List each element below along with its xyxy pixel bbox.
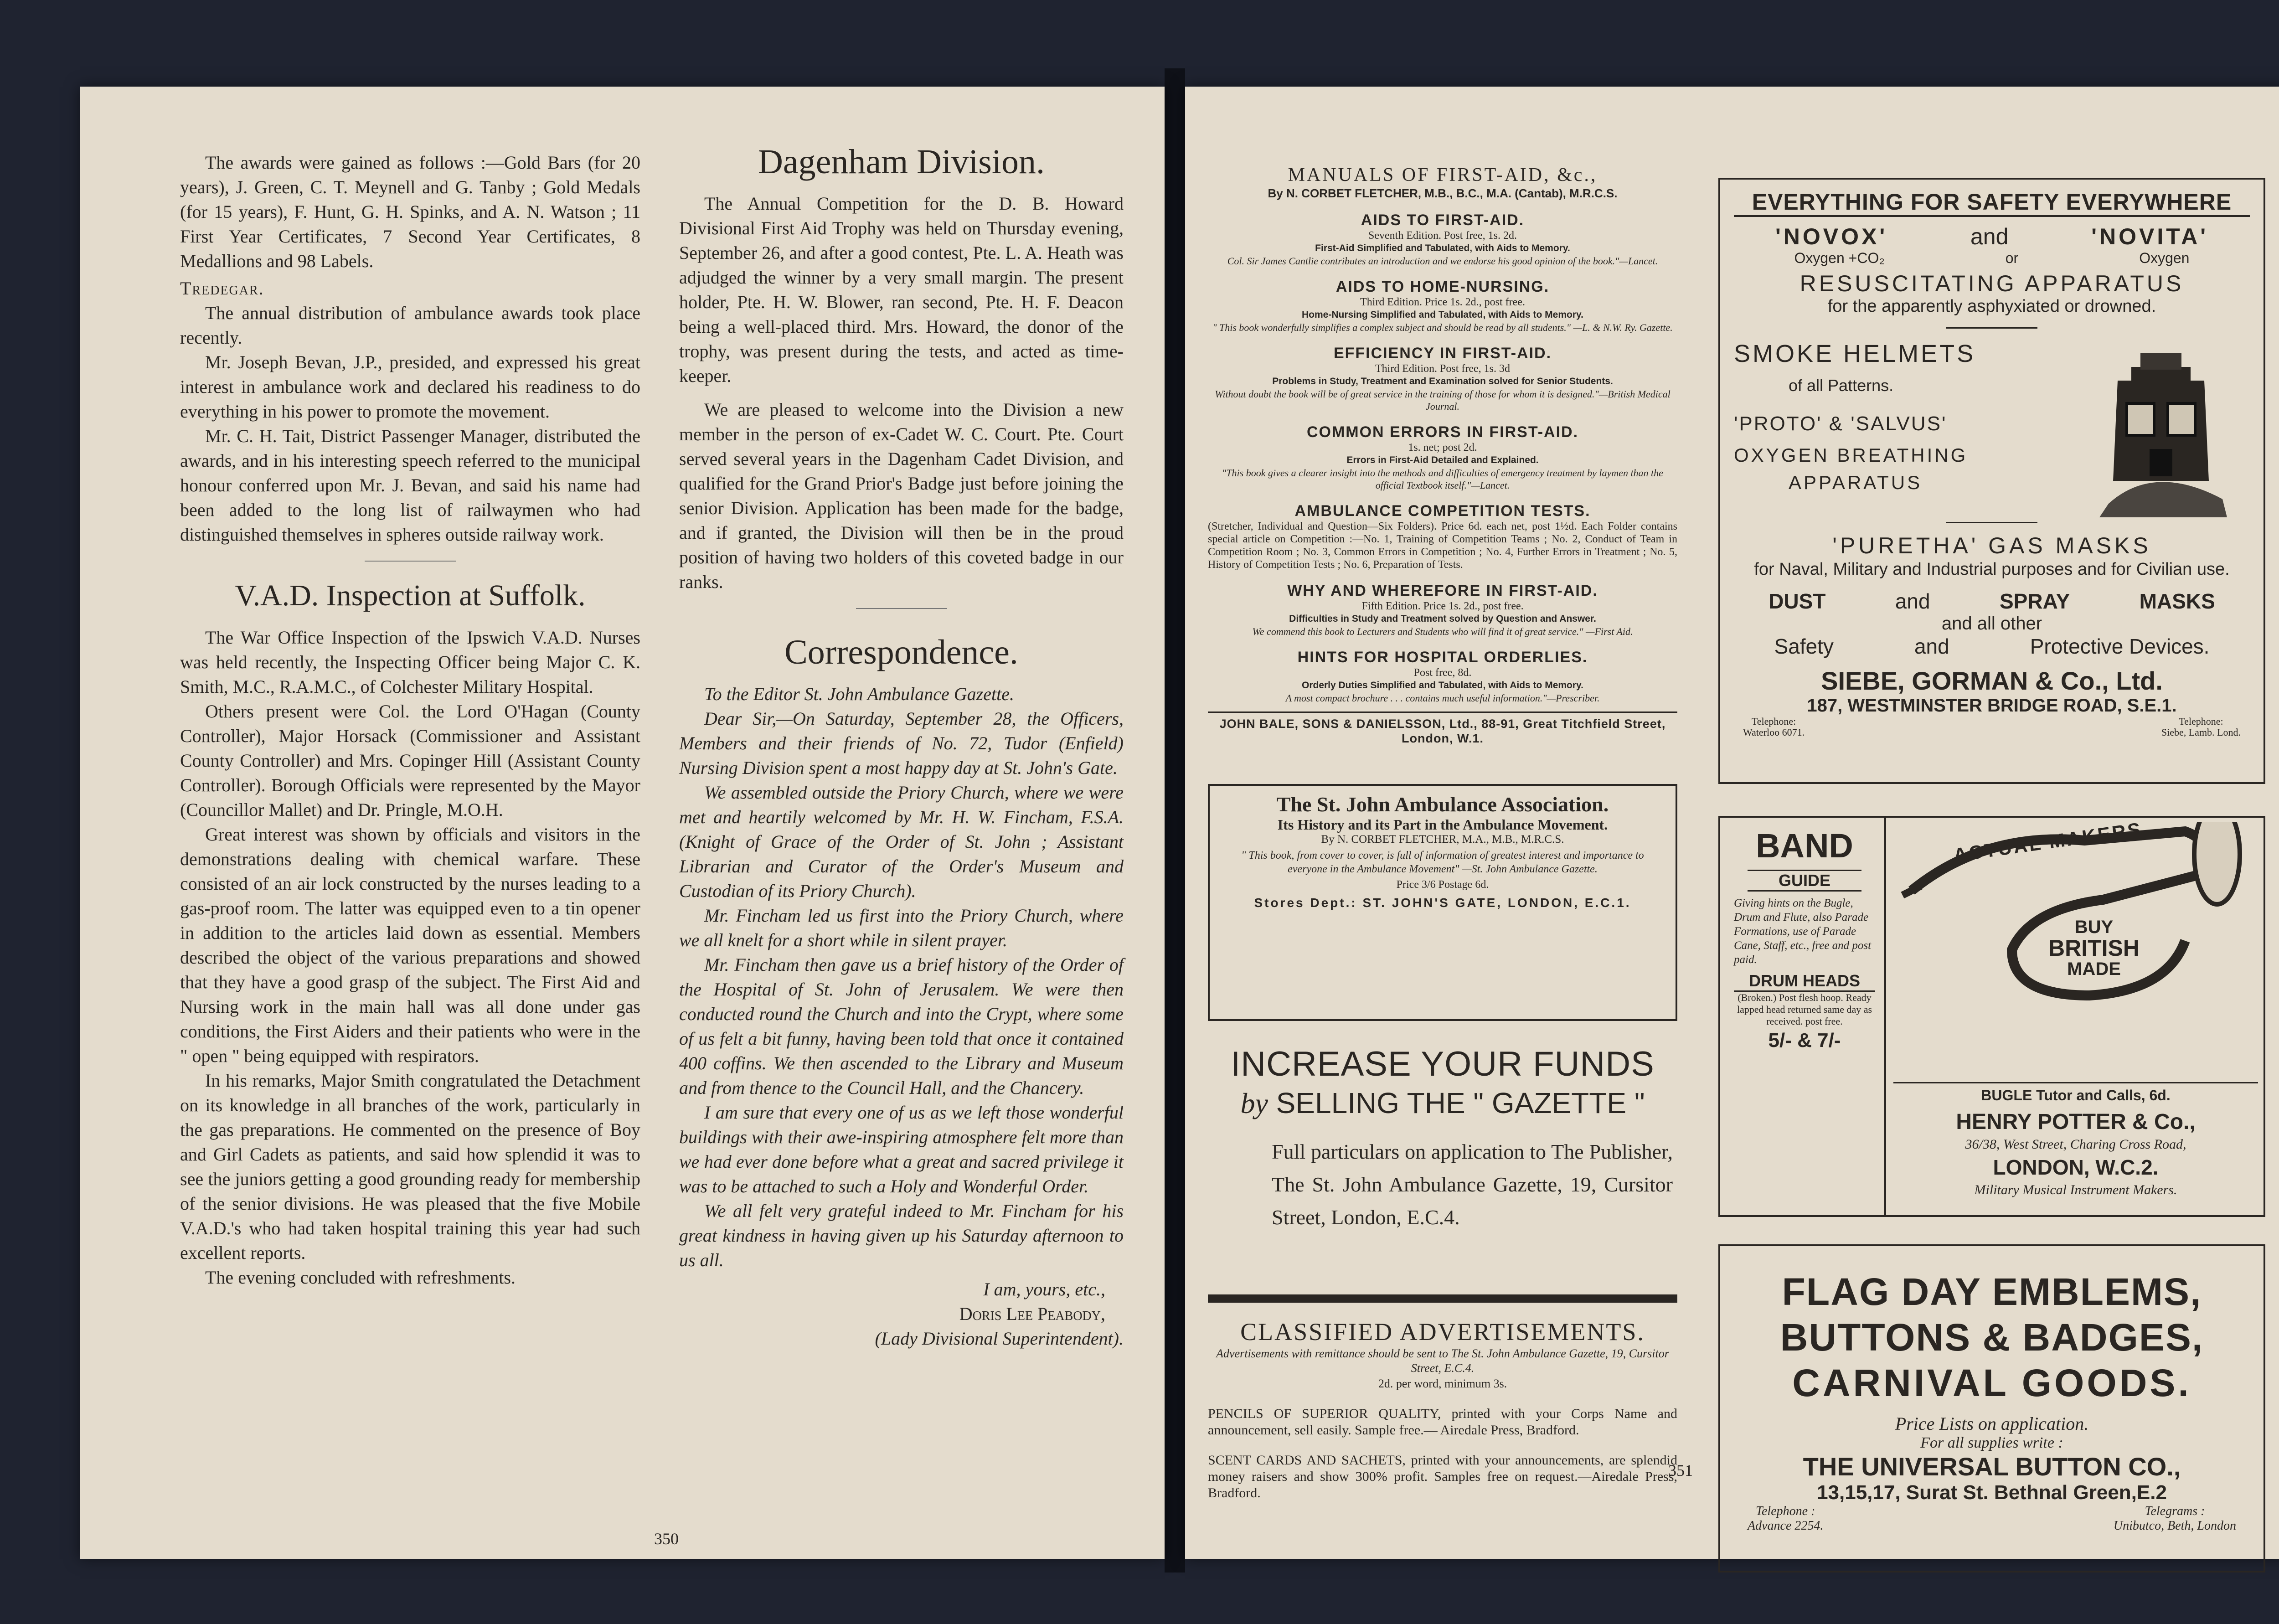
association-price: Price 3/6 Postage 6d. — [1396, 879, 1489, 891]
british-word: BRITISH — [2048, 935, 2140, 961]
made-word: MADE — [2067, 959, 2121, 979]
tel-value: Waterloo 6071. — [1743, 727, 1805, 738]
manual-quote: Without doubt the book will be of great service in the training of those for whom it is designed."—British Medical Journal. — [1215, 388, 1671, 412]
masks-word: MASKS — [2139, 589, 2215, 613]
helmet-block — [1734, 340, 2250, 522]
divider — [365, 561, 456, 562]
right-column — [679, 137, 1124, 1351]
manual-entry — [1208, 649, 1677, 704]
telephone-2 — [2161, 716, 2241, 738]
manual-edition: Third Edition. Post free, 1s. 3d — [1375, 363, 1510, 375]
tredegar-label: Tredegar. — [180, 278, 264, 299]
puretha-line: 'PURETHA' GAS MASKS — [1832, 533, 2151, 558]
bugle-tutor: BUGLE Tutor and Calls, 6d. — [1893, 1082, 2258, 1104]
manual-quote: " This book wonderfully simplifies a complex subject and should be read by all students." —L. & N.W. Ry. Gazette. — [1212, 322, 1673, 333]
manuals-author: By N. CORBET FLETCHER, M.B., B.C., M.A. (Cantab), M.R.C.S. — [1268, 186, 1618, 200]
telegrams — [2114, 1504, 2236, 1533]
spray-word: SPRAY — [2000, 589, 2070, 613]
band-title: BAND — [1756, 827, 1853, 865]
button-company: THE UNIVERSAL BUTTON CO., — [1803, 1452, 2181, 1481]
page-number: 351 — [1668, 1461, 1693, 1480]
all-other: and all other — [1941, 614, 2042, 634]
henry-potter-ad — [1718, 816, 2265, 1217]
manual-desc: Orderly Duties Simplified and Tabulated, with Aids to Memory. — [1301, 680, 1584, 691]
manual-title: AMBULANCE COMPETITION TESTS. — [1294, 502, 1591, 520]
manual-entry — [1208, 502, 1677, 571]
correspondence-heading: Correspondence. — [784, 633, 1018, 671]
letter-paragraph: Mr. Fincham then gave us a brief history of the Order of the Hospital of St. John of Jerusalem. We were then conducted round the Church and into the Crypt, where some of us felt a bit funny, having been told that once it contained 400 coffins. We then ascended to the Library and Museum and from thence to the Council Hall, and the Chancery. — [679, 954, 1124, 1098]
binding-gutter — [1165, 68, 1185, 1572]
gazette-sales-ad — [1208, 1044, 1677, 1234]
novox-sub: Oxygen +CO₂ — [1794, 250, 1885, 266]
manuals-publisher: JOHN BALE, SONS & DANIELSSON, Ltd., 88-91, Great Titchfield Street, London, W.1. — [1208, 711, 1677, 746]
classified-section — [1208, 1317, 1677, 1501]
manual-quote: Col. Sir James Cantlie contributes an introduction and we endorse his good opinion of the book."—Lancet. — [1227, 255, 1658, 267]
divider — [856, 608, 947, 609]
protective-devices: Protective Devices. — [2030, 634, 2210, 658]
siebe-telephones — [1734, 716, 2250, 738]
tredegar-paragraph: Mr. C. H. Tait, District Passenger Manager, distributed the awards, and in his interesting speech referred to the municipal honour conferred upon Mr. J. Bevan, and said his name had been added to the long list of railwaymen who had distinguished themselves in spheres outside railway work. — [180, 426, 640, 545]
tredegar-paragraph: The annual distribution of ambulance awards took place recently. — [180, 303, 640, 348]
left-page — [80, 87, 1165, 1559]
resuscitating-sub: for the apparently asphyxiated or drowned. — [1827, 297, 2156, 316]
potter-london: LONDON, W.C.2. — [1993, 1155, 2159, 1179]
divider — [1884, 818, 1886, 1215]
letter-paragraph: We all felt very grateful indeed to Mr. Fincham for his great kindness in having given up his Saturday afternoon to us all. — [679, 1201, 1124, 1270]
oxygen-breathing: OXYGEN BREATHING — [1734, 444, 1968, 466]
vad-paragraph: The evening concluded with refreshments. — [205, 1267, 516, 1288]
buy-british-badge — [2039, 918, 2149, 978]
letter-paragraph: Dear Sir,—On Saturday, September 28, the Officers, Members and their friends of No. 72, Tudor (Enfield) Nursing Division spent a most happy day at St. John's Gate. — [679, 708, 1124, 778]
tel-value: Advance 2254. — [1748, 1519, 1824, 1533]
siebe-address: 187, WESTMINSTER BRIDGE ROAD, S.E.1. — [1807, 696, 2177, 716]
heavy-rule — [1208, 1294, 1677, 1303]
dagenham-paragraph: The Annual Competition for the D. B. Howard Divisional First Aid Trophy was held on Thursday evening, September 26, and after a good contest, Pte. L. A. Heath was adjudged the winner by a very small margin. The present holder, Pte. H. W. Blower, ran second, Pte. H. F. Deacon being a well-placed third. Mrs. Howard, the donor of the trophy, was present during the tests, and acted as time-keeper. — [679, 193, 1124, 386]
page-number: 350 — [654, 1530, 679, 1548]
novita-sub: Oxygen — [2139, 250, 2190, 266]
manuals-title: MANUALS OF FIRST-AID, &c., — [1288, 165, 1598, 186]
manual-entry — [1208, 345, 1677, 412]
flag-line-1: FLAG DAY EMBLEMS, — [1782, 1270, 2202, 1313]
manual-entry — [1208, 211, 1677, 267]
manual-edition: Third Edition. Price 1s. 2d., post free. — [1360, 296, 1525, 308]
awards-paragraph: The awards were gained as follows :—Gold Bars (for 20 years), J. Green, C. T. Meynell and G. Tanby ; Gold Medals (for 15 years), F. Hunt, G. H. Spinks, and A. N. Watson ; 11 First Year Certificates, 7 Second Year Certificates, 8 Medallions and 98 Labels. — [180, 152, 640, 271]
selling-text: SELLING THE " GAZETTE " — [1276, 1087, 1645, 1119]
association-quote: " This book, from cover to cover, is full of information of greatest interest and importance to everyone in the Ambulance Movement" —St. John Ambulance Gazette. — [1241, 850, 1644, 875]
selling-line — [1208, 1085, 1677, 1122]
band-guide-column — [1734, 827, 1875, 1052]
association-ad — [1208, 784, 1677, 1021]
puretha-sub: for Naval, Military and Industrial purposes and for Civilian use. — [1754, 560, 2230, 579]
button-address: 13,15,17, Surat St. Bethnal Green,E.2 — [1817, 1481, 2167, 1504]
safety-word: Safety — [1774, 634, 1834, 658]
button-contacts — [1734, 1504, 2250, 1533]
vad-paragraph: The War Office Inspection of the Ipswich V.A.D. Nurses was held recently, the Inspecting Officer being Major C. K. Smith, M.C., R.A.M.C., of Colchester Military Hospital. — [180, 627, 640, 697]
dust-line — [1734, 589, 2250, 614]
manual-entry — [1208, 582, 1677, 638]
tel-value: Siebe, Lamb. Lond. — [2161, 727, 2241, 738]
manual-edition: Post free, 8d. — [1413, 667, 1472, 679]
manual-desc: Difficulties in Study and Treatment solved by Question and Answer. — [1289, 614, 1596, 624]
increase-body: Full particulars on application to The Publisher, The St. John Ambulance Gazette, 19, Cursitor Street, London, E.C.4. — [1272, 1140, 1673, 1229]
novox-line — [1734, 223, 2250, 250]
tg-value: Unibutco, Beth, London — [2113, 1519, 2236, 1533]
left-column — [180, 150, 640, 1290]
association-stores: Stores Dept.: ST. JOHN'S GATE, LONDON, E.C.1. — [1254, 896, 1631, 910]
potter-tagline: Military Musical Instrument Makers. — [1974, 1182, 2177, 1197]
supplies-line: For all supplies write : — [1920, 1434, 2063, 1451]
manual-edition: (Stretcher, Individual and Question—Six Folders). Price 6d. each net, post 1½d. Each Folder contains special article on Competition :—No. 1, Training of Competition Teams ; No. 2, Conduct of Team in Competition Room ; No. 3, Common Errors in Competition ; No. 4, Further Errors in Treatment ; No. 5, History of Competition Tests ; No. 6, Preparation of Tests. — [1208, 521, 1677, 571]
tel-label: Telephone: — [2179, 716, 2223, 727]
classified-rate: 2d. per word, minimum 3s. — [1378, 1377, 1507, 1390]
price-lists: Price Lists on application. — [1895, 1413, 2089, 1434]
safety-headline: EVERYTHING FOR SAFETY EVERYWHERE — [1734, 189, 2250, 217]
tg-label: Telegrams : — [2145, 1504, 2205, 1518]
smoke-helmets: SMOKE HELMETS — [1734, 340, 1976, 367]
apparatus-word: APPARATUS — [1789, 472, 1923, 493]
safety-line — [1734, 634, 2250, 659]
association-author: By N. CORBET FLETCHER, M.A., M.B., M.R.C.S. — [1321, 833, 1564, 846]
and-word: and — [1970, 224, 2009, 249]
manual-desc: Home-Nursing Simplified and Tabulated, with Aids to Memory. — [1302, 309, 1583, 320]
novox-label: 'NOVOX' — [1775, 224, 1888, 249]
manual-edition: Seventh Edition. Post free, 1s. 2d. — [1368, 230, 1517, 242]
manual-entry — [1208, 423, 1677, 491]
and-word: and — [1895, 589, 1930, 613]
manual-quote: A most compact brochure . . . contains much useful information."—Prescriber. — [1285, 692, 1600, 704]
manual-desc: Errors in First-Aid Detailed and Explained. — [1346, 455, 1539, 465]
classified-ad: PENCILS OF SUPERIOR QUALITY, printed with your Corps Name and announcement, sell easily. Sample free.— Airedale Press, Bradford. — [1208, 1406, 1677, 1438]
letter-closing: I am, yours, etc., — [983, 1279, 1105, 1299]
dagenham-paragraph: We are pleased to welcome into the Division a new member in the person of ex-Cadet W. C. Court. Pte. Court served several years in the Dagenham Cadet Division, and qualified for the Grand Prior's Badge just before joining the senior Division. Application has been made for the badge, and if granted, the Division will then be in the proud position of having two holders of this coveted badge in our ranks. — [679, 399, 1124, 592]
siebe-gorman-ad — [1718, 178, 2265, 784]
drum-price: 5/- & 7/- — [1768, 1029, 1841, 1052]
letter-paragraph: Mr. Fincham led us first into the Priory Church, where we all knelt for a short while in silent prayer. — [679, 905, 1124, 950]
letter-signature-title: (Lady Divisional Superintendent). — [875, 1328, 1124, 1349]
letter-signature: Doris Lee Peabody, — [959, 1304, 1105, 1324]
association-title: The St. John Ambulance Association. — [1276, 793, 1609, 816]
increase-headline: INCREASE YOUR FUNDS — [1231, 1045, 1655, 1083]
proto-salvus: 'PROTO' & 'SALVUS' — [1734, 412, 1947, 435]
tel-label: Telephone : — [1756, 1504, 1815, 1518]
and-word: and — [1914, 634, 1949, 658]
bugle-column — [1893, 818, 2258, 1210]
vad-paragraph: Others present were Col. the Lord O'Hagan (County Controller), Major Horsack (Commissioner and Assistant County Controller) and Mrs. Copinger Hill (Assistant County Controller). Borough Officials were represented by the Mayor (Councillor Mallet) and Dr. Pringle, M.O.H. — [180, 701, 640, 820]
manual-title: AIDS TO HOME-NURSING. — [1335, 278, 1550, 295]
actual-makers: ACTUAL MAKERS — [1952, 818, 2144, 866]
manual-title: EFFICIENCY IN FIRST-AID. — [1333, 345, 1552, 362]
manual-quote: "This book gives a clearer insight into the methods and difficulties of emergency treatment by laymen than the official Textbook itself."—Lancet. — [1222, 467, 1663, 491]
correspondence-address: To the Editor St. John Ambulance Gazette. — [704, 684, 1014, 704]
dust-word: DUST — [1769, 589, 1826, 613]
classified-heading: CLASSIFIED ADVERTISEMENTS. — [1240, 1318, 1645, 1346]
potter-company: HENRY POTTER & Co., — [1956, 1110, 2196, 1134]
divider — [1946, 522, 2037, 523]
smoke-helmet-icon — [2072, 349, 2236, 517]
flag-line-2: BUTTONS & BADGES, — [1780, 1316, 2204, 1359]
manual-title: WHY AND WHEREFORE IN FIRST-AID. — [1287, 582, 1598, 599]
guide-text: Giving hints on the Bugle, Drum and Flute, also Parade Formations, use of Parade Cane, Staff, etc., free and post paid. — [1734, 897, 1872, 966]
siebe-company: SIEBE, GORMAN & Co., Ltd. — [1821, 666, 2163, 695]
or-word: or — [2005, 250, 2019, 266]
right-page — [1185, 87, 2279, 1559]
by-word: by — [1240, 1087, 1268, 1119]
manual-edition: Fifth Edition. Price 1s. 2d., post free. — [1361, 600, 1524, 612]
drum-heads-title: DRUM HEADS — [1734, 971, 1875, 992]
potter-address: 36/38, West Street, Charing Cross Road, — [1965, 1137, 2186, 1152]
association-subtitle: Its History and its Part in the Ambulance Movement. — [1277, 816, 1608, 833]
vad-heading: V.A.D. Inspection at Suffolk. — [235, 579, 586, 612]
universal-button-ad — [1718, 1244, 2265, 1572]
guide-title: GUIDE — [1748, 870, 1861, 892]
telephone — [1748, 1504, 1823, 1533]
manual-desc: First-Aid Simplified and Tabulated, with Aids to Memory. — [1315, 243, 1570, 253]
manuals-ad — [1208, 164, 1677, 746]
buy-word: BUY — [2074, 917, 2114, 937]
novox-sub-line — [1734, 250, 2250, 267]
vad-paragraph: Great interest was shown by officials and visitors in the demonstrations dealing with chemical warfare. These consisted of an air lock constructed by the nurses leading to a gas-proof room. The latter was equipped even to a tin opener in addition to the articles laid down as essential. Members described the object of the various preparations and showed that they have a good grasp of the subject. The First Aid and Nursing work in the main hall was all done under gas conditions, the First Aiders and their patients who were in the " open " being equipped with respirators. — [180, 824, 640, 1066]
manual-entry — [1208, 278, 1677, 334]
manual-title: AIDS TO FIRST-AID. — [1361, 211, 1525, 229]
novita-label: 'NOVITA' — [2091, 224, 2209, 249]
flag-line-3: CARNIVAL GOODS. — [1792, 1361, 2191, 1404]
letter-paragraph: We assembled outside the Priory Church, where we were met and heartily welcomed by Mr. H. W. Fincham, F.S.A. (Knight of Grace of the Order of St. John ; Assistant Librarian and Curator of the Order's Museum and Custodian of its Priory Church). — [679, 782, 1124, 901]
dagenham-heading: Dagenham Division. — [758, 143, 1045, 181]
letter-paragraph: I am sure that every one of us as we left those wonderful buildings with their awe-inspiring atmosphere felt more than we had ever done before what a great and sacred privilege it was to be attached to such a Holy and Wonderful Order. — [679, 1102, 1124, 1196]
tel-label: Telephone: — [1751, 716, 1796, 727]
drum-heads-text: (Broken.) Post flesh hoop. Ready lapped head returned same day as received. post free. — [1737, 992, 1872, 1027]
manual-edition: 1s. net; post 2d. — [1408, 442, 1477, 454]
classified-note: Advertisements with remittance should be sent to The St. John Ambulance Gazette, 19, Cursitor Street, E.C.4. — [1216, 1347, 1669, 1375]
manual-quote: We commend this book to Lecturers and Students who will find it of great service." —First Aid. — [1252, 626, 1633, 637]
tredegar-paragraph: Mr. Joseph Bevan, J.P., presided, and expressed his great interest in ambulance work and declared his readiness to do everything in his power to promote the movement. — [180, 352, 640, 422]
manual-title: HINTS FOR HOSPITAL ORDERLIES. — [1297, 649, 1588, 666]
smoke-sub: of all Patterns. — [1789, 376, 1894, 395]
classified-ad: SCENT CARDS AND SACHETS, printed with your announcements, are splendid money raisers and show 300% profit. Samples free on request.—Airedale Press, Bradford. — [1208, 1453, 1677, 1500]
telephone-1 — [1743, 716, 1805, 738]
manual-desc: Problems in Study, Treatment and Examination solved for Senior Students. — [1272, 376, 1613, 387]
vad-paragraph: In his remarks, Major Smith congratulated the Detachment on its knowledge in all branches of the work, particularly in the gas preparations. He commented on the presence of Boy and Girl Cadets as patients, and said how splendid it was to see the juniors getting a good grounding ready for membership of the senior divisions. He was pleased that the five Mobile V.A.D.'s who had taken hospital training this year had such excellent reports. — [180, 1070, 640, 1263]
manual-title: COMMON ERRORS IN FIRST-AID. — [1306, 423, 1579, 441]
divider — [1946, 327, 2037, 329]
resuscitating-line: RESUSCITATING APPARATUS — [1799, 271, 2184, 296]
